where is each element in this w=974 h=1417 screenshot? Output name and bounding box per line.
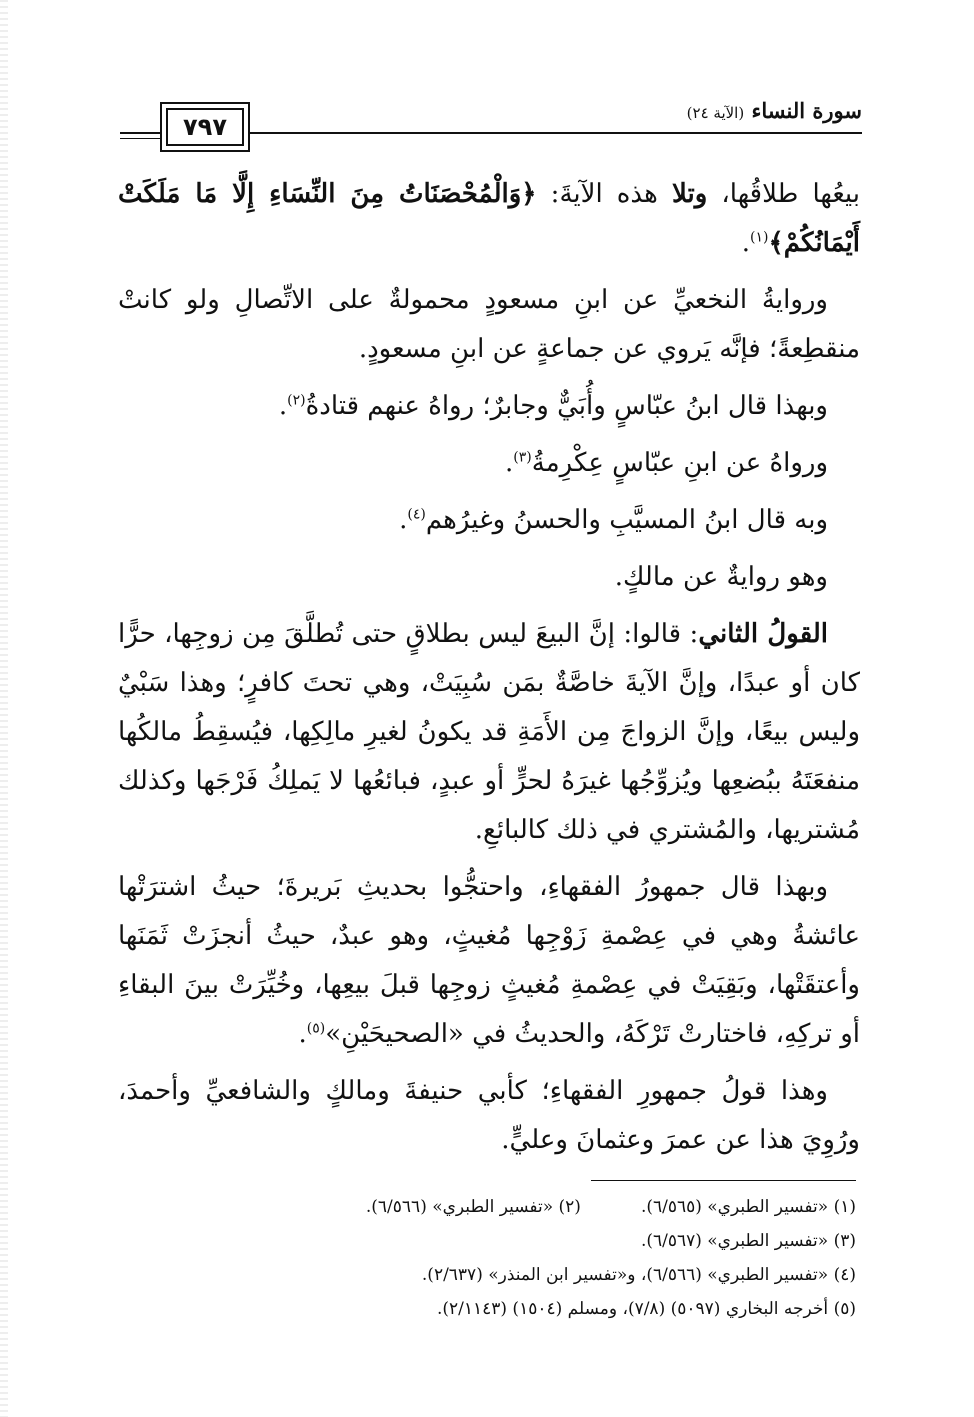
paragraph-5 — [118, 496, 860, 545]
p4-suffix: . — [505, 448, 514, 478]
paragraph-4 — [118, 439, 860, 488]
footnote-text: «تفسير الطبري» (٦/٥٦٦). — [365, 1197, 554, 1217]
footnote-number: (٤) — [833, 1265, 856, 1285]
scan-edge — [0, 0, 8, 1417]
p1-suffix: . — [741, 228, 750, 258]
footnote-number: (٥) — [833, 1299, 856, 1319]
page-number-inner-frame — [166, 108, 244, 146]
footnote-ref-2[interactable]: (٢) — [287, 392, 306, 409]
p2-text: وروايةُ النخعيِّ عن ابنِ مسعودٍ محمولةٌ على الاتِّصالِ ولو كانتْ منقطِعةً؛ فإنَّه يَروي عن جماعةٍ عن ابنِ مسعودٍ. — [118, 285, 860, 364]
p1-middle: هذه الآيةَ: — [536, 179, 672, 209]
ayah-label: (الآية ٢٤) — [686, 104, 745, 122]
footnote-separator — [591, 1180, 856, 1181]
footnote-ref-1[interactable]: (١) — [749, 229, 769, 246]
p4-text: ورواهُ عن ابنِ عبّاسٍ عِكْرِمةُ — [531, 448, 828, 478]
p8-text: وبهذا قال جمهورُ الفقهاءِ، واحتجُّوا بحديثِ بَريرةَ؛ حيثُ اشترَتْها عائشةُ وهي في عِصْمةِ زَوْجِها مُغيثٍ، وهو عبدٌ، حيثُ أنجزَتْ ثَمَنَها وأعتقَتْها، وبَقِيَتْ في عِصْمةِ مُغيثٍ زوجِها قبلَ بيعِها، وخُيِّرَتْ بينَ البقاءِ أو تركِهِ، فاختارتْ تَرْكَهُ، والحديثُ في «الصحيحَيْنِ» — [118, 872, 860, 1049]
footnote-text: «تفسير الطبري» (٦/٥٦٧). — [640, 1231, 829, 1251]
paragraph-6 — [118, 553, 860, 602]
paragraph-9 — [118, 1067, 860, 1165]
footnote-text: «تفسير الطبري» (٦/٥٦٥). — [640, 1197, 829, 1217]
paragraph-3 — [118, 382, 860, 431]
footnote-2 — [366, 1190, 581, 1224]
p7-text: : قالوا: إنَّ البيعَ ليس بطلاقٍ حتى تُطلَّقَ مِن زوجِها، حرًّا كان أو عبدًا، وإنَّ الآيةَ خاصَّةٌ بمَن سُبِيَتْ، وهي تحتَ كافرٍ؛ وهذا سَبْيٌ وليس بيعًا، وإنَّ الزواجَ مِن الأَمَةِ قد يكونُ لغيرِ مالِكِها، فيُسقِطُ مالكُها منفعَتَهُ ببُضعِها ويُزوِّجُها غيرَهُ لحرٍّ أو عبدٍ، فبائعُها لا يَملِكُ فَرْجَها وكذلك مُشتريها، والمُشتري في ذلك كالبائعِ. — [118, 619, 860, 845]
footnote-row-2 — [114, 1224, 856, 1258]
p3-suffix: . — [278, 391, 288, 421]
footnote-ref-4[interactable]: (٤) — [407, 506, 426, 523]
footnote-ref-5[interactable]: (٥) — [306, 1020, 326, 1037]
p1-prefix: بيعُها طلاقُها، — [707, 179, 860, 209]
footnote-3 — [641, 1224, 856, 1258]
footnotes — [114, 1190, 856, 1326]
page-number-frame — [160, 102, 250, 152]
p3-text: وبهذا قال ابنُ عبّاسٍ وأُبَيٌّ وجابرٌ؛ رواهُ عنهم قتادةُ — [305, 391, 828, 421]
page-number: ٧٩٧ — [183, 113, 227, 141]
footnote-number: (٢) — [558, 1197, 581, 1217]
surah-title — [681, 98, 862, 123]
quran-verse: ﴿وَالْمُحْصَنَاتُ مِنَ النِّسَاءِ إِلَّا مَا مَلَكَتْ أَيْمَانُكُمْ﴾ — [118, 179, 860, 258]
footnote-number: (١) — [833, 1197, 856, 1217]
paragraph-7 — [118, 610, 860, 855]
p1-bold: وتلا — [671, 179, 708, 209]
footnote-ref-3[interactable]: (٣) — [513, 449, 532, 466]
page-header — [120, 96, 862, 156]
p7-heading: القولُ الثاني — [698, 619, 828, 649]
footnote-5 — [437, 1292, 856, 1326]
paragraph-2 — [118, 276, 860, 374]
p8-suffix: . — [298, 1019, 307, 1049]
paragraph-1 — [118, 170, 860, 268]
footnote-1 — [641, 1190, 856, 1224]
footnote-text: «تفسير الطبري» (٦/٥٦٦)، و«تفسير ابن المنذر» (٢/٦٣٧). — [421, 1265, 829, 1285]
footnote-number: (٣) — [833, 1231, 856, 1251]
surah-name: سورة النساء — [751, 98, 862, 123]
footnote-4 — [422, 1258, 856, 1292]
p6-text: وهو روايةٌ عن مالكٍ. — [614, 562, 828, 592]
footnote-row-1 — [114, 1190, 856, 1224]
p9-text: وهذا قولُ جمهورِ الفقهاءِ؛ كأبي حنيفةَ ومالكٍ والشافعيِّ وأحمدَ، ورُوِيَ هذا عن عمرَ وعثمانَ وعليٍّ. — [118, 1076, 860, 1155]
footnote-text: أخرجه البخاري (٥٠٩٧) (٧/٨)، ومسلم (١٥٠٤) (٢/١١٤٣). — [436, 1299, 829, 1319]
main-text — [118, 170, 860, 1173]
p5-suffix: . — [399, 505, 408, 535]
header-rule-short — [120, 138, 160, 139]
footnote-row-3 — [114, 1258, 856, 1292]
footnote-row-4 — [114, 1292, 856, 1326]
p5-text: وبه قال ابنُ المسيَّبِ والحسنُ وغيرُهم — [425, 505, 828, 535]
paragraph-8 — [118, 863, 860, 1059]
